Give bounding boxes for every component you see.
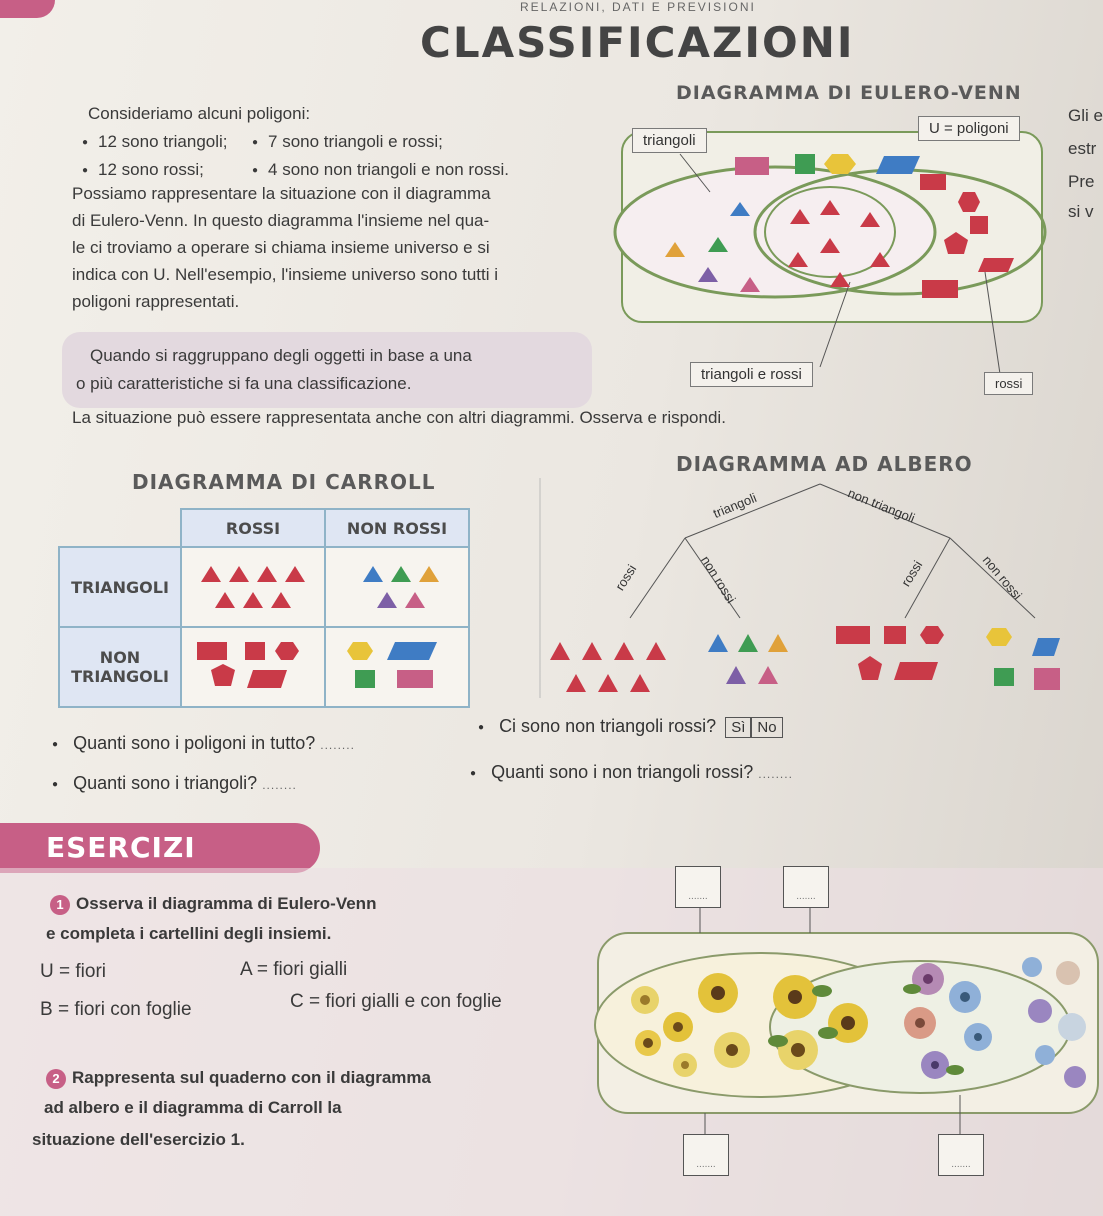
hexagon-shape — [986, 628, 1012, 646]
carroll-cell — [181, 547, 325, 627]
carroll-shapes — [183, 630, 321, 700]
paragraph-line: di Eulero-Venn. In questo diagramma l'insieme nel qua- — [72, 211, 490, 230]
exercise-text: ad albero e il diagramma di Carroll la — [44, 1098, 342, 1117]
label-rossi: rossi — [984, 372, 1033, 395]
tree-label: triangoli — [710, 490, 759, 521]
square-shape — [994, 668, 1014, 686]
carroll-shapes — [183, 550, 321, 620]
exercise-2 — [46, 1064, 431, 1091]
tree-label: non triangoli — [845, 485, 918, 526]
leaf-red-non-triangles — [836, 626, 944, 680]
rectangle-shape — [922, 280, 958, 298]
paragraph-line: Possiamo rappresentare la situazione con il diagramma — [72, 184, 491, 203]
carroll-heading: DIAGRAMMA DI CARROLL — [132, 470, 436, 494]
exercise-text: situazione dell'esercizio 1. — [32, 1130, 245, 1149]
exercise-number: 2 — [46, 1069, 66, 1089]
set-triangoli — [615, 167, 935, 297]
intro-lead: Consideriamo alcuni poligoni: — [88, 104, 311, 123]
square-shape — [795, 154, 815, 174]
fact-item: ● 12 sono rossi; — [82, 156, 204, 184]
carroll-row-header: NON TRIANGOLI — [59, 627, 181, 707]
set-definition: A = fiori gialli — [240, 959, 348, 980]
triangle-shape — [758, 666, 778, 684]
triangle-shape — [768, 634, 788, 652]
venn-heading: DIAGRAMMA DI EULERO-VENN — [676, 82, 1022, 104]
answer-blank[interactable]: ........ — [320, 738, 355, 752]
triangle-shape — [708, 634, 728, 652]
square-shape — [970, 216, 988, 234]
venn-diagram — [600, 112, 1050, 412]
rectangle-shape — [735, 157, 769, 175]
question-text: Quanti sono i poligoni in tutto? — [73, 733, 316, 753]
no-box[interactable]: No — [751, 717, 782, 738]
carroll-row-header: TRIANGOLI — [59, 547, 181, 627]
carroll-cell — [181, 627, 325, 707]
question — [52, 733, 355, 754]
parallelogram-shape — [1032, 638, 1060, 656]
margin-fragment: si v — [1068, 202, 1094, 221]
question — [52, 773, 297, 794]
set-definition: B = fiori con foglie — [40, 999, 192, 1020]
tree-label: non rossi — [979, 552, 1026, 603]
rectangle-shape — [1034, 668, 1060, 690]
set-definition: U = fiori — [40, 961, 106, 982]
corner-tab — [0, 0, 55, 18]
fact-item: ● 7 sono triangoli e rossi; — [252, 128, 443, 156]
leaf-red-triangles — [550, 642, 666, 692]
tree-label: rossi — [612, 561, 640, 594]
carroll-shapes — [327, 550, 465, 620]
parallelogram-shape — [978, 258, 1014, 272]
exercise-number: 1 — [50, 895, 70, 915]
question-text: Quanti sono i triangoli? — [73, 773, 258, 793]
tree-label: non rossi — [698, 553, 739, 606]
set-definition: C = fiori gialli e con foglie — [290, 991, 502, 1012]
label-triangoli: triangoli — [632, 128, 707, 153]
fact-item: ● 4 sono non triangoli e non rossi. — [252, 156, 509, 184]
question — [470, 762, 793, 783]
carroll-table — [58, 508, 470, 708]
carroll-cell — [325, 547, 469, 627]
exercise-1 — [50, 890, 376, 917]
page-title: CLASSIFICAZIONI — [420, 18, 855, 67]
label-card[interactable]: ....... — [683, 1134, 729, 1176]
definition-line: Quando si raggruppano degli oggetti in base a una — [90, 346, 472, 365]
paragraph-line: poligoni rappresentati. — [72, 292, 240, 311]
label-card[interactable]: ....... — [783, 866, 829, 908]
carroll-empty-cell — [59, 509, 181, 547]
yes-box[interactable]: Sì — [725, 717, 751, 738]
tree-label: rossi — [898, 557, 926, 590]
rectangle-shape — [920, 174, 946, 190]
venn-explanation — [72, 180, 612, 315]
question — [478, 716, 783, 737]
instruction-text: La situazione può essere rappresentata anche con altri diagrammi. Osserva e rispondi. — [72, 408, 726, 427]
carroll-cell — [325, 627, 469, 707]
definition-box — [62, 332, 592, 408]
label-triangoli-rossi: triangoli e rossi — [690, 362, 813, 387]
question-text: Quanti sono i non triangoli rossi? — [491, 762, 754, 782]
label-card[interactable]: ....... — [675, 866, 721, 908]
definition-line: o più caratteristiche si fa una classificazione. — [76, 374, 412, 393]
exercise-text: Osserva il diagramma di Eulero-Venn — [76, 894, 377, 913]
label-card[interactable]: ....... — [938, 1134, 984, 1176]
running-header: RELAZIONI, DATI E PREVISIONI — [520, 0, 756, 14]
margin-fragment: Pre — [1068, 172, 1095, 191]
triangle-shape — [738, 634, 758, 652]
carroll-col-header: NON ROSSI — [325, 509, 469, 547]
fact-item: ● 12 sono triangoli; — [82, 128, 228, 156]
label-universe: U = poligoni — [918, 116, 1020, 141]
carroll-shapes — [327, 630, 465, 700]
triangle-shape — [726, 666, 746, 684]
tree-heading: DIAGRAMMA AD ALBERO — [676, 452, 973, 476]
paragraph-line: indica con U. Nell'esempio, l'insieme universo sono tutti i — [72, 265, 499, 284]
tree-branch — [630, 538, 685, 618]
answer-blank[interactable]: ........ — [758, 767, 793, 781]
margin-fragment: Gli e — [1068, 106, 1103, 125]
exercise-text: Rappresenta sul quaderno con il diagramma — [72, 1068, 431, 1087]
question-text: Ci sono non triangoli rossi? — [499, 716, 717, 736]
carroll-col-header: ROSSI — [181, 509, 325, 547]
paragraph-line: le ci troviamo a operare si chiama insieme universo e si — [72, 238, 490, 257]
exercise-text: e completa i cartellini degli insiemi. — [46, 924, 332, 943]
margin-fragment: estr — [1068, 139, 1097, 158]
exercises-heading: ESERCIZI — [0, 823, 320, 873]
tree-diagram — [530, 478, 1070, 708]
answer-blank[interactable]: ........ — [262, 778, 297, 792]
flower-venn — [590, 905, 1103, 1175]
